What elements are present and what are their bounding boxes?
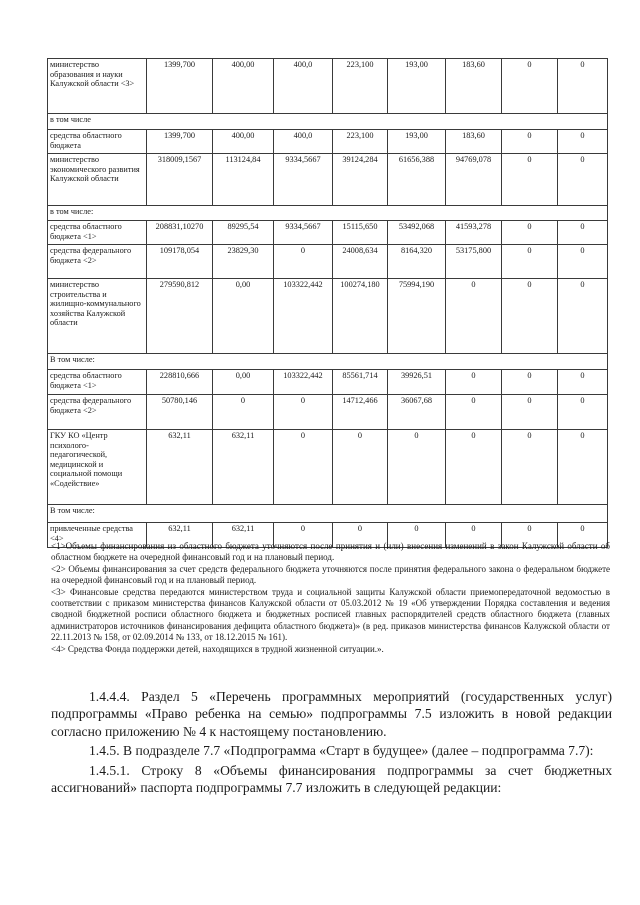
- budget-table: [47, 58, 608, 548]
- table-cell: 0: [388, 430, 446, 505]
- table-row: [48, 279, 608, 354]
- table-cell: 0: [274, 430, 333, 505]
- table-cell: 0: [558, 59, 608, 114]
- footnote: <4> Средства Фонда поддержки детей, находящихся в трудной жизненной ситуации.».: [51, 643, 384, 654]
- table-cell: 94769,078: [446, 154, 502, 206]
- table-cell: 0: [446, 279, 502, 354]
- table-cell: 193,00: [388, 59, 446, 114]
- table-cell: 103322,442: [274, 279, 333, 354]
- table-cell: 0: [558, 279, 608, 354]
- table-cell: 0: [558, 523, 608, 548]
- table-cell: 0: [558, 154, 608, 206]
- table-cell: 89295,54: [213, 221, 274, 245]
- table-cell: 0: [558, 370, 608, 395]
- table-cell: 0: [558, 395, 608, 430]
- table-row: [48, 154, 608, 206]
- table-cell: 183,60: [446, 59, 502, 114]
- table-row: [48, 370, 608, 395]
- row-label: средства федерального бюджета <2>: [48, 395, 147, 430]
- table-row: [48, 206, 608, 221]
- table-cell: 0: [558, 430, 608, 505]
- row-label: привлеченные средства <4>: [48, 523, 147, 548]
- table-cell: 39926,51: [388, 370, 446, 395]
- table-cell: 400,0: [274, 130, 333, 154]
- table-cell: 318009,1567: [147, 154, 213, 206]
- table-cell: 23829,30: [213, 245, 274, 279]
- table-cell: 632,11: [147, 430, 213, 505]
- table-cell: 0: [333, 430, 388, 505]
- table-cell: 0: [558, 221, 608, 245]
- table-cell: 0: [213, 395, 274, 430]
- table-cell: 632,11: [213, 523, 274, 548]
- table-cell: 1399,700: [147, 130, 213, 154]
- table-cell: 53175,800: [446, 245, 502, 279]
- table-cell: 400,0: [274, 59, 333, 114]
- footnote: <2> Объемы финансирования за счет средств федерального бюджета уточняются после принятия федерального закона о федеральном бюджете на очередной финансовый год и на плановый период.: [51, 563, 610, 586]
- table-cell: 0,00: [213, 370, 274, 395]
- table-cell: 223,100: [333, 59, 388, 114]
- table-cell: 0: [558, 130, 608, 154]
- table-cell: 632,11: [213, 430, 274, 505]
- table-cell: 223,100: [333, 130, 388, 154]
- group-label: В том числе:: [48, 505, 608, 523]
- body-text: [51, 688, 612, 798]
- row-label: министерство образования и науки Калужской области <3>: [48, 59, 147, 114]
- table-cell: 9334,5667: [274, 221, 333, 245]
- paragraph: 1.4.5.1. Строку 8 «Объемы финансирования подпрограммы за счет бюджетных ассигнований» паспорта подпрограммы 7.7 изложить в следующей редакции:: [51, 762, 612, 796]
- table-cell: 0: [274, 245, 333, 279]
- row-label: средства областного бюджета <1>: [48, 221, 147, 245]
- table-cell: 0: [446, 430, 502, 505]
- table-cell: 0: [502, 59, 558, 114]
- table-cell: 103322,442: [274, 370, 333, 395]
- table-cell: 0: [333, 523, 388, 548]
- paragraph: 1.4.5. В подразделе 7.7 «Подпрограмма «Старт в будущее» (далее – подпрограмма 7.7):: [89, 743, 594, 759]
- table-cell: 0: [502, 130, 558, 154]
- table-cell: 0: [502, 245, 558, 279]
- table-row: [48, 221, 608, 245]
- table-row: [48, 430, 608, 505]
- footnote: <3> Финансовые средства передаются министерством труда и социальной защиты Калужской области приемопередаточной ведомостью в соответствии с приказом министерства финансов Калужской области от 05.03.2012 № 19 «Об утверждении Порядка составления и ведения сводной бюджетной росписи областного бюджета и бюджетных росписей главных распорядителей средств областного бюджета (главных администраторов источников финансирования дефицита областного бюджета)» (в ред. приказов министерства финансов Калужской области от 22.11.2013 № 158, от 02.09.2014 № 133, от 18.12.2015 № 161).: [51, 586, 610, 643]
- table-cell: 39124,284: [333, 154, 388, 206]
- row-label: средства федерального бюджета <2>: [48, 245, 147, 279]
- row-label: средства областного бюджета: [48, 130, 147, 154]
- table-cell: 0: [502, 154, 558, 206]
- table-cell: 100274,180: [333, 279, 388, 354]
- table-cell: 279590,812: [147, 279, 213, 354]
- table-cell: 53492,068: [388, 221, 446, 245]
- table-row: [48, 505, 608, 523]
- row-label: ГКУ КО «Центр психолого-педагогической, медицинской и социальной помощи «Содействие»: [48, 430, 147, 505]
- table-cell: 0: [274, 395, 333, 430]
- table-row: [48, 245, 608, 279]
- table-cell: 400,00: [213, 130, 274, 154]
- row-label: министерство экономического развития Калужской области: [48, 154, 147, 206]
- table-cell: 0: [558, 245, 608, 279]
- group-label: в том числе:: [48, 206, 608, 221]
- table-cell: 61656,388: [388, 154, 446, 206]
- table-cell: 113124,84: [213, 154, 274, 206]
- table-cell: 85561,714: [333, 370, 388, 395]
- table-cell: 0: [502, 370, 558, 395]
- footnote: <1>Объемы финансирования из областного бюджета уточняются после принятия и (или) внесения изменений в закон Калужской области об областном бюджете на очередной финансовый год и на плановый период.: [51, 541, 610, 563]
- table-cell: 9334,5667: [274, 154, 333, 206]
- table-cell: 8164,320: [388, 245, 446, 279]
- table-cell: 14712,466: [333, 395, 388, 430]
- table-cell: 50780,146: [147, 395, 213, 430]
- table-cell: 400,00: [213, 59, 274, 114]
- table-cell: 0: [388, 523, 446, 548]
- table-cell: 0: [446, 370, 502, 395]
- table-cell: 193,00: [388, 130, 446, 154]
- row-label: министерство строительства и жилищно-коммунального хозяйства Калужской области: [48, 279, 147, 354]
- footnotes: [51, 541, 610, 655]
- table-cell: 109178,054: [147, 245, 213, 279]
- table-cell: 228810,666: [147, 370, 213, 395]
- table-cell: 183,60: [446, 130, 502, 154]
- table-cell: 36067,68: [388, 395, 446, 430]
- table-cell: 208831,10270: [147, 221, 213, 245]
- table-cell: 0: [502, 395, 558, 430]
- table-cell: 24008,634: [333, 245, 388, 279]
- table-row: [48, 395, 608, 430]
- table-cell: 0: [446, 523, 502, 548]
- table-cell: 0: [446, 395, 502, 430]
- group-label: В том числе:: [48, 354, 608, 370]
- table-cell: 0: [502, 279, 558, 354]
- table-cell: 41593,278: [446, 221, 502, 245]
- table-row: [48, 114, 608, 130]
- table-cell: 75994,190: [388, 279, 446, 354]
- table-row: [48, 59, 608, 114]
- table-row: [48, 354, 608, 370]
- group-label: в том числе: [48, 114, 608, 130]
- table-row: [48, 130, 608, 154]
- table-cell: 0: [502, 430, 558, 505]
- table-cell: 15115,650: [333, 221, 388, 245]
- paragraph: 1.4.4.4. Раздел 5 «Перечень программных мероприятий (государственных услуг) подпрограммы «Право ребенка на семью» подпрограммы 7.5 изложить в новой редакции согласно приложению № 4 к настоящему постановлению.: [51, 689, 612, 739]
- table-cell: 0,00: [213, 279, 274, 354]
- table-cell: 0: [274, 523, 333, 548]
- table-cell: 0: [502, 523, 558, 548]
- row-label: средства областного бюджета <1>: [48, 370, 147, 395]
- table-cell: 632,11: [147, 523, 213, 548]
- table-cell: 1399,700: [147, 59, 213, 114]
- table-cell: 0: [502, 221, 558, 245]
